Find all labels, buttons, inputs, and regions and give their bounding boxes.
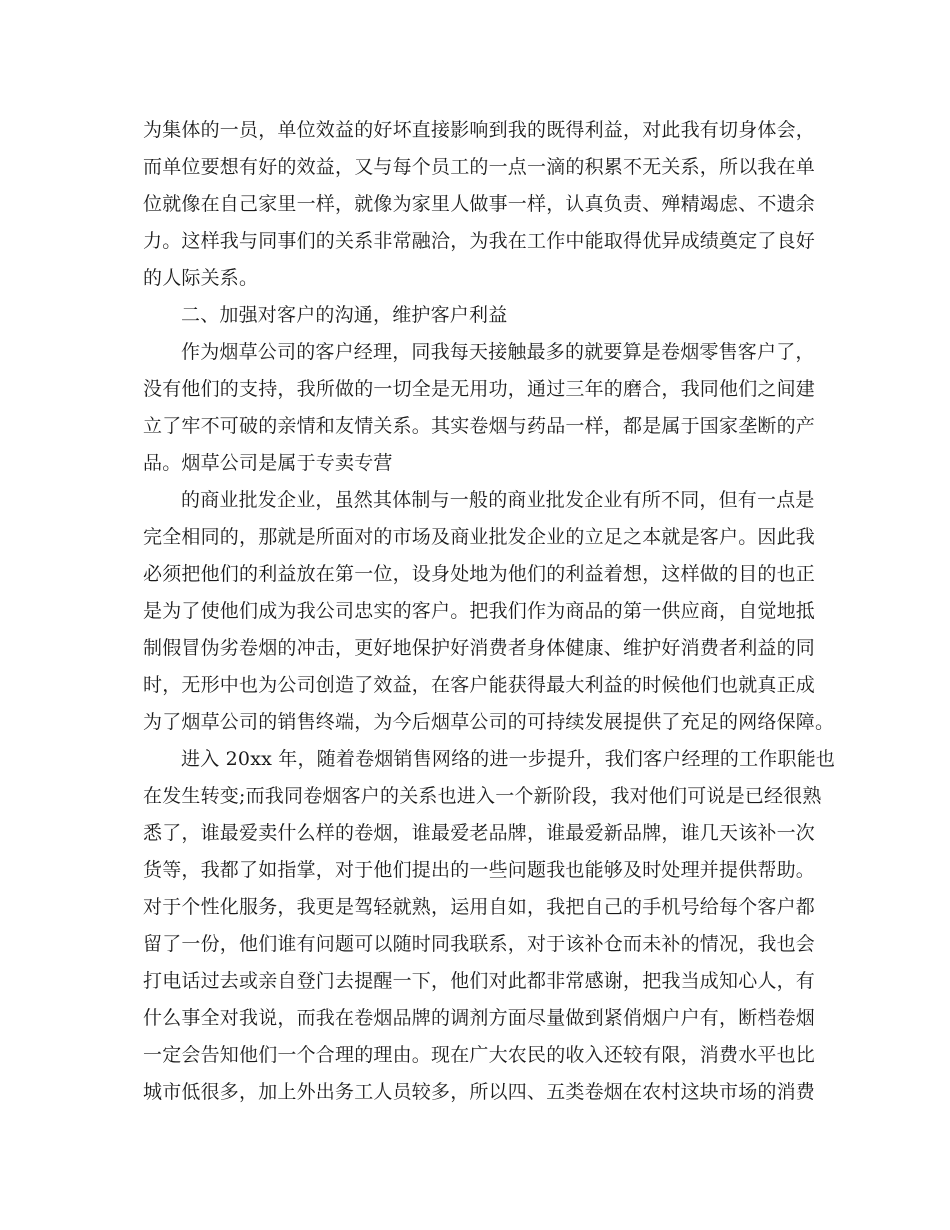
- text-line: 时，无形中也为公司创造了效益，在客户能获得最大利益的时候他们也就真正成: [143, 674, 816, 696]
- text-line: 没有他们的支持，我所做的一切全是无用功，通过三年的磨合，我同他们之间建: [143, 378, 816, 400]
- text-line: 打电话过去或亲自登门去提醒一下，他们对此都非常感谢，把我当成知心人，有: [143, 970, 816, 992]
- text-line: 的人际关系。: [143, 267, 259, 289]
- section-heading: 二、加强对客户的沟通，维护客户利益: [181, 304, 508, 326]
- text-line: 是为了使他们成为我公司忠实的客户。把我们作为商品的第一供应商，自觉地抵: [143, 600, 816, 622]
- text-line: 力。这样我与同事们的关系非常融洽，为我在工作中能取得优异成绩奠定了良好: [143, 230, 816, 252]
- text-line: 位就像在自己家里一样，就像为家里人做事一样，认真负责、殚精竭虑、不遗余: [143, 193, 816, 215]
- text-line: 悉了，谁最爱卖什么样的卷烟，谁最爱老品牌，谁最爱新品牌，谁几天该补一次: [143, 822, 816, 844]
- text-line: 城市低很多，加上外出务工人员较多，所以四、五类卷烟在农村这块市场的消费: [143, 1081, 816, 1103]
- text-line: 作为烟草公司的客户经理，同我每天接触最多的就要算是卷烟零售客户了，: [181, 341, 815, 363]
- text-line: 的商业批发企业，虽然其体制与一般的商业批发企业有所不同，但有一点是: [181, 489, 815, 511]
- text-line: 而单位要想有好的效益，又与每个员工的一点一滴的积累不无关系，所以我在单: [143, 156, 816, 178]
- text-line: 为集体的一员，单位效益的好坏直接影响到我的既得利益，对此我有切身体会，: [143, 119, 816, 141]
- text-line: 必须把他们的利益放在第一位，设身处地为他们的利益着想，这样做的目的也正: [143, 563, 816, 585]
- text-line: 在发生转变;而我同卷烟客户的关系也进入一个新阶段，我对他们可说是已经很熟: [143, 785, 822, 807]
- text-line: 留了一份，他们谁有问题可以随时同我联系，对于该补仓而未补的情况，我也会: [143, 933, 816, 955]
- text-line: 立了牢不可破的亲情和友情关系。其实卷烟与药品一样，都是属于国家垄断的产: [143, 415, 816, 437]
- text-line: 对于个性化服务，我更是驾轻就熟，运用自如，我把自己的手机号给每个客户都: [143, 896, 816, 918]
- text-line: 制假冒伪劣卷烟的冲击，更好地保护好消费者身体健康、维护好消费者利益的同: [143, 637, 816, 659]
- text-line: 什么事全对我说，而我在卷烟品牌的调剂方面尽量做到紧俏烟户户有，断档卷烟: [143, 1007, 816, 1029]
- text-line: 品。烟草公司是属于专卖专营: [143, 452, 393, 474]
- text-line: 为了烟草公司的销售终端，为今后烟草公司的可持续发展提供了充足的网络保障。: [143, 711, 835, 733]
- text-line: 完全相同的，那就是所面对的市场及商业批发企业的立足之本就是客户。因此我: [143, 526, 816, 548]
- text-line: 一定会告知他们一个合理的理由。现在广大农民的收入还较有限，消费水平也比: [143, 1044, 816, 1066]
- text-line: 货等，我都了如指掌，对于他们提出的一些问题我也能够及时处理并提供帮助。: [143, 859, 816, 881]
- text-line: 进入 20xx 年，随着卷烟销售网络的进一步提升，我们客户经理的工作职能也: [181, 748, 836, 770]
